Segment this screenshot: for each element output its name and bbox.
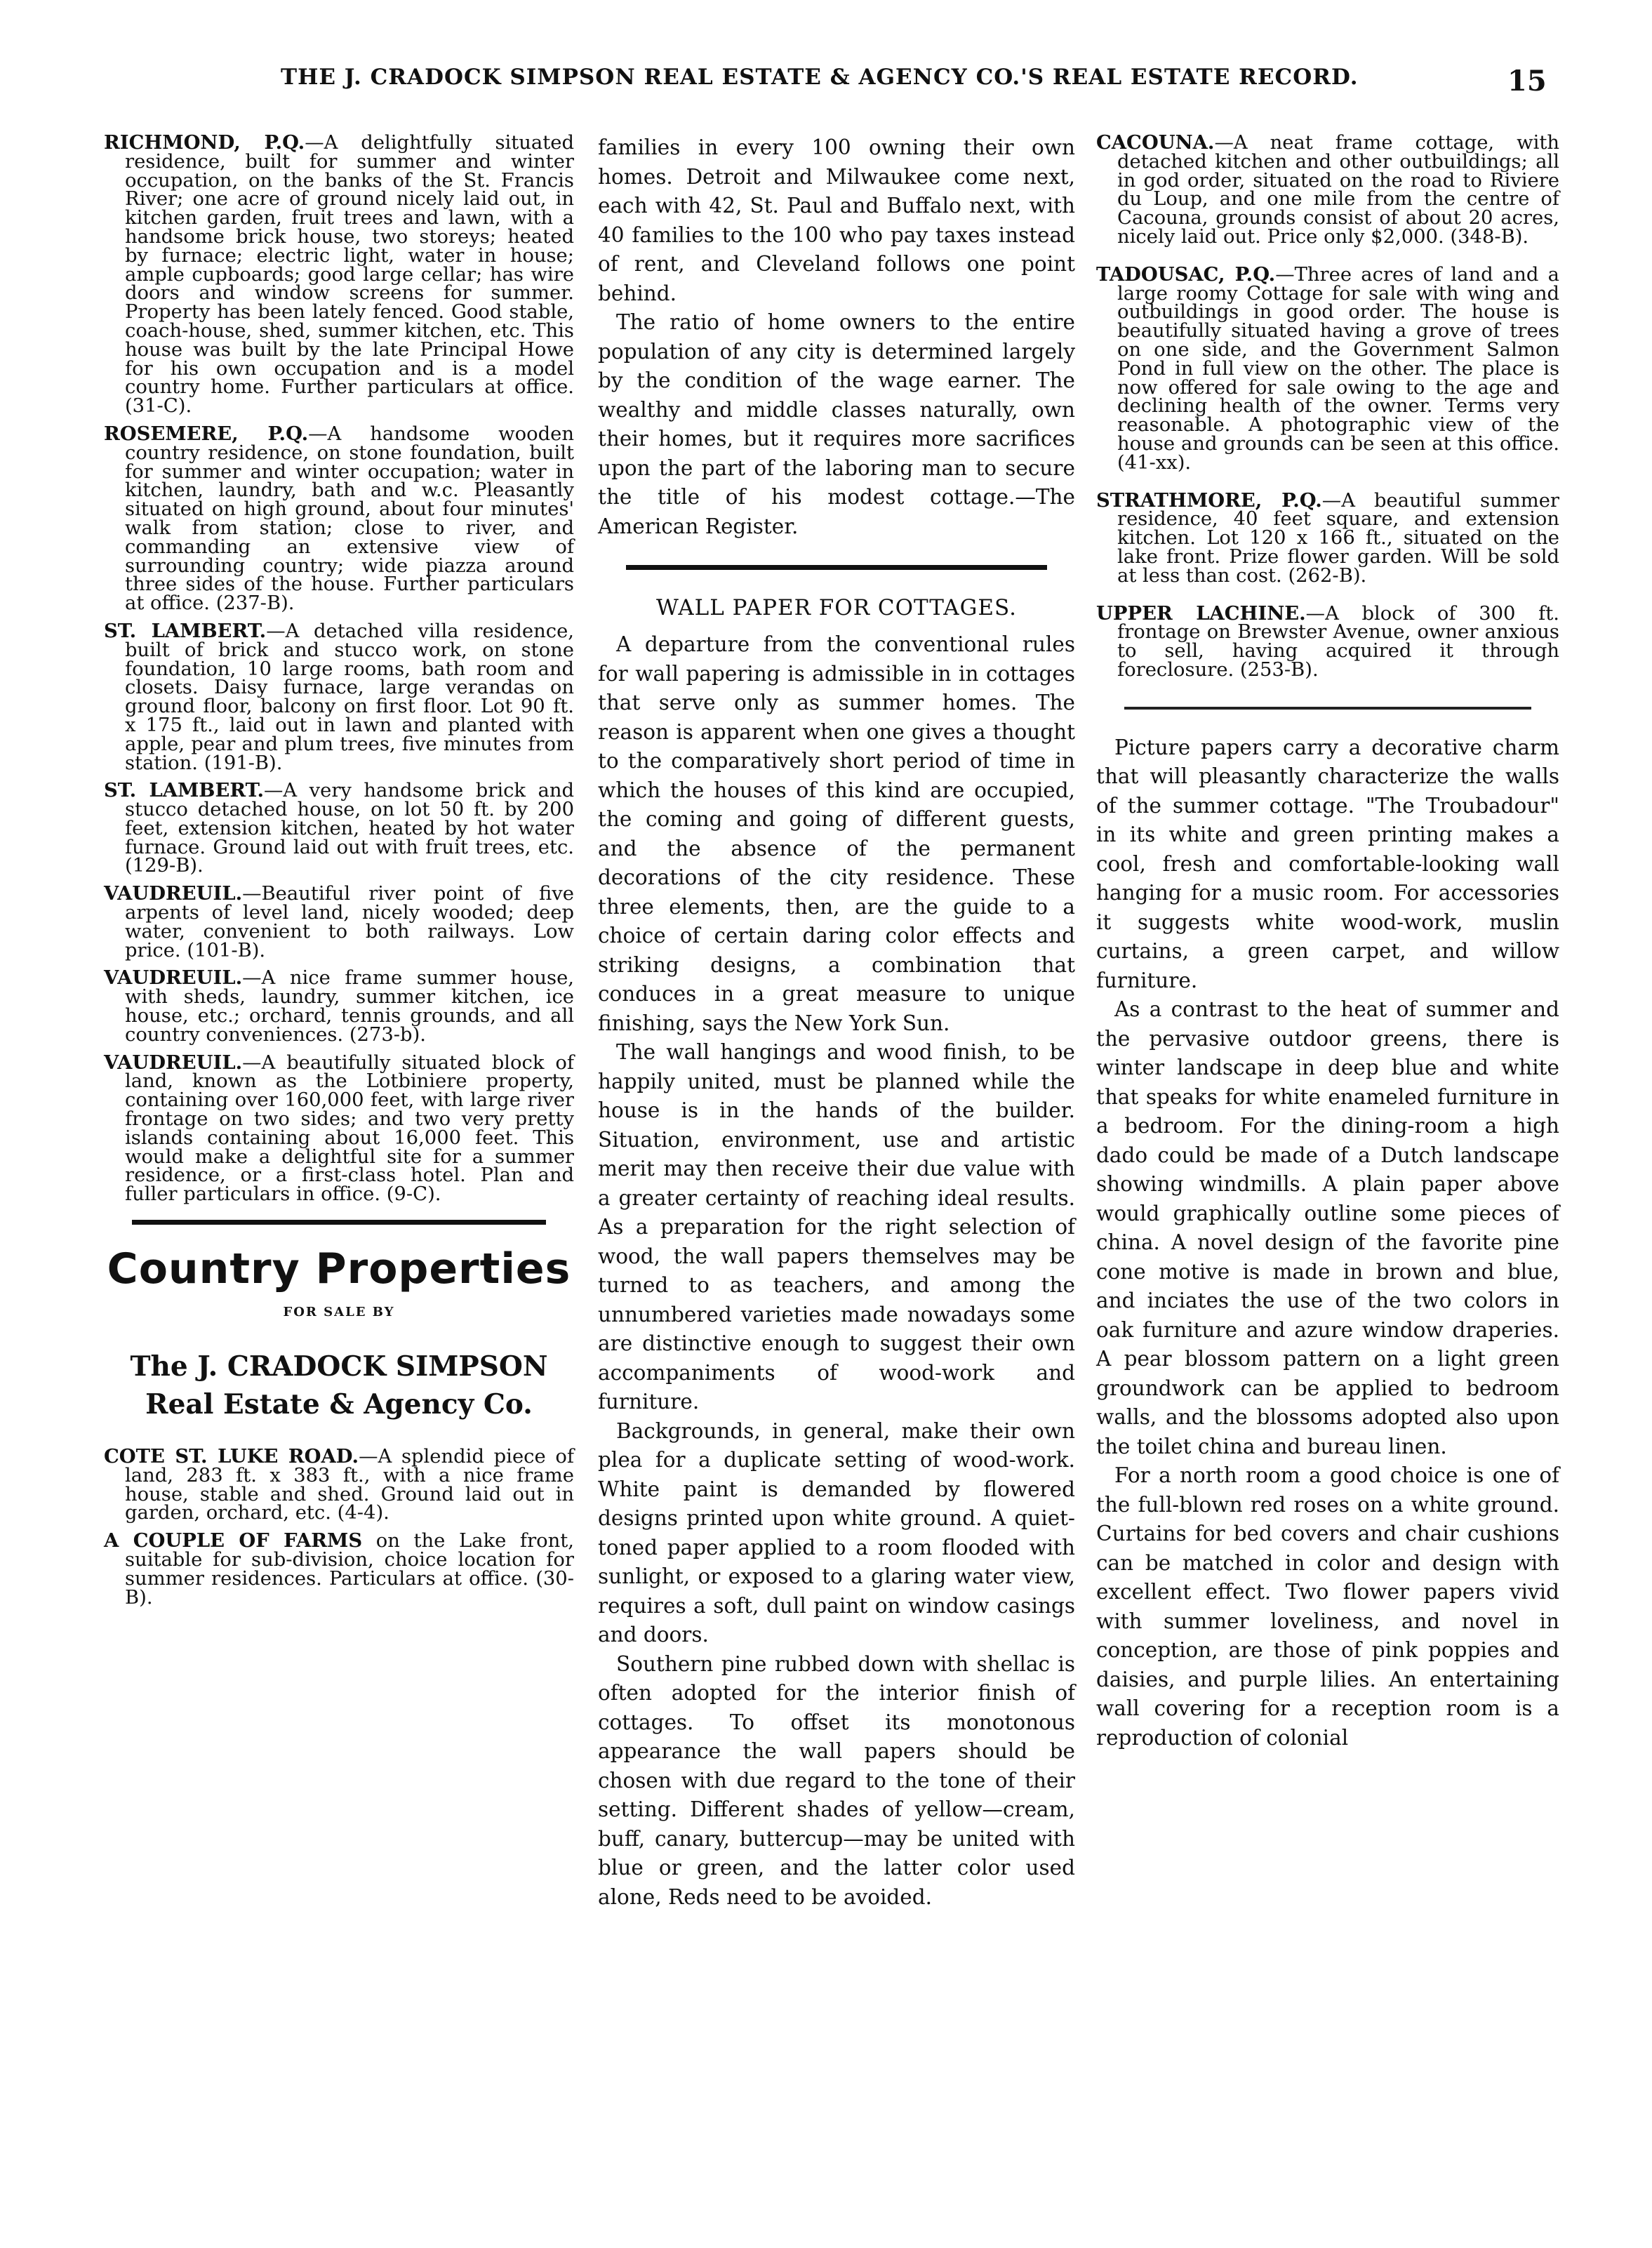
listing-place: ST. LAMBERT. [104,779,264,802]
listing-text: —A handsome wooden country residence, on stone foundation, built for summer and winter occupation; water in kitchen, laundry, bath and w.c. Pleasantly situated on high ground, about four minutes' walk from station; close to river, and commanding an extensive view of surrounding country; wide piazza around three sides of the house. Further particulars at office. (237-B). [125,423,574,615]
listing-place: VAUDREUIL. [104,1051,243,1074]
listing-place: STRATHMORE, P.Q. [1096,488,1322,512]
article-paragraph: For a north room a good choice is one of the full-blown red roses on a white ground. Curtains for bed covers and chair cushions can be matched in color and design with excellent effect. Two flower papers vivid with summer loveliness, and novel in conception, are those of pink poppies and daisies, and purple lilies. An entertaining wall covering for a reception room is a reproduction of colonial [1096,1463,1559,1750]
listing-text: —A splendid piece of land, 283 ft. x 383 ft., with a nice frame house, stable and shed. Ground laid out in garden, orchard, etc. (4-4). [125,1446,574,1524]
listing-place: VAUDREUIL. [104,966,243,990]
listing-cote-st-luke [104,1447,574,1523]
listing-cacouna [1096,133,1559,247]
listing-place: ROSEMERE, P.Q. [104,422,309,445]
article-paragraph: families in every 100 owning their own homes. Detroit and Milwaukee come next, each with 42, St. Paul and Buffalo next, with 40 families to the 100 who pay taxes instead of rent, and Cleveland follows one point behind. [598,135,1075,305]
column-right [1096,133,1559,1752]
ad-company-line-1: The J. CRADOCK SIMPSON [130,1350,548,1383]
listing-place: UPPER LACHINE. [1096,601,1306,625]
listing-place: RICHMOND, P.Q. [104,131,305,154]
column-middle [598,133,1075,1912]
page-number: 15 [1507,65,1547,98]
section-divider [626,565,1047,570]
article-paragraph: As a contrast to the heat of summer and the pervasive outdoor greens, there is winter landscape in deep blue and white that speaks for white enameled furniture in a bedroom. For the dining-room a high dado could be made of a Dutch landscape showing windmills. A plain paper above would graphically outline some pieces of china. A novel design of the favorite pine cone motive is made in brown and blue, and inciates the use of the two colors in oak furniture and azure window draperies. A pear blossom pattern on a light green groundwork can be applied to bedroom walls, and the blossoms adopted also upon the toilet china and bureau linen. [1096,997,1559,1458]
ad-for-sale-by: FOR SALE BY [283,1305,395,1320]
listing-upper-lachine [1096,601,1559,681]
article-paragraph: Picture papers carry a decorative charm that will pleasantly characterize the walls of the summer cottage. "The Troubadour" in its white and green printing makes a cool, fresh and comfortable-looking wall hanging for a music room. For accessories it suggests white wood-work, muslin curtains, a green carpet, and willow furniture. [1096,735,1559,992]
listing-text: —A beautiful summer residence, 40 feet square, and extension kitchen. Lot 120 x 166 ft., situated on the lake front. Prize flower garden. Will be sold at less than cost. (262-B). [1117,489,1559,587]
listing-text: on the Lake front, suitable for sub-division, choice location for summer residences. Particulars at office. (30-B). [125,1530,575,1609]
listing-text: —Three acres of land and a large roomy Cottage for sale with wing and outbuildings in good order. The house is beautifully situated having a grove of trees on one side, and the Government Salmon Pond in full view on the other. The place is now offered for sale owing to the age and declining health of the owner. Terms very reasonable. A photographic view of the house and grounds can be seen at this office. (41-xx). [1117,263,1560,474]
listing-place: ST. LAMBERT. [104,619,267,642]
listing-place: COTE ST. LUKE ROAD. [104,1445,359,1468]
listing-st-lambert-1 [104,619,574,774]
ad-company-line-2: Real Estate & Agency Co. [145,1388,533,1421]
listing-text: —A neat frame cottage, with detached kitchen and other outbuildings; all in god order, situated on the road to Riviere du Loup, and one mile from the centre of Cacouna, grounds consist of about 20 acres, nicely laid out. Price only $2,000. (348-B). [1117,132,1559,248]
article-paragraph: The wall hangings and wood finish, to be happily united, must be planned while the house is in the hands of the builder. Situation, environment, use and artistic merit may then receive their due value with a greater certainty of reaching ideal results. As a preparation for the right selection of wood, the wall papers themselves may be turned to as teachers, and among the unnumbered varieties made nowadays some are distinctive enough to suggest their own accompaniments of wood-work and furniture. [598,1040,1075,1414]
listing-farms [104,1531,574,1607]
listing-richmond [104,133,574,416]
listing-tadousac [1096,262,1560,474]
listing-place: A COUPLE OF FARMS [104,1529,363,1552]
listing-place: TADOUSAC, P.Q. [1096,262,1276,286]
listing-text: —A detached villa residence, built of brick and stucco work, on stone foundation, 10 large rooms, bath room and closets. Daisy furnace, large verandas on ground floor, balcony on first floor. Lot 90 ft. x 175 ft., laid out in lawn and planted with apple, pear and plum trees, five minutes from station. (191-B). [125,620,574,774]
ad-title: Country Properties [107,1244,571,1294]
section-divider [132,1220,546,1225]
article-paragraph: Backgrounds, in general, make their own plea for a duplicate setting of wood-work. White paint is demanded by flowered designs printed upon white ground. A quiet-toned paper applied to a room flooded with sunlight, or exposed to a glaring water view, requires a soft, dull paint on window casings and doors. [598,1418,1075,1647]
ad-company-name [104,1348,574,1423]
listing-text: —A beautifully situated block of land, known as the Lotbiniere property, containing over 160,000 feet, with large river frontage on two sides; and two very pretty islands containing about 16,000 feet. This would make a delightful site for a summer residence, or a first-class hotel. Plan and fuller particulars in office. (9-C). [125,1051,574,1206]
listing-text: —A very handsome brick and stucco detached house, on lot 50 ft. by 200 feet, extension kitchen, heated by hot water furnace. Ground laid out with fruit trees, etc. (129-B). [125,780,574,877]
article-title: WALL PAPER FOR COTTAGES. [655,595,1018,620]
article-paragraph: A departure from the conventional rules for wall papering is admissible in in cottages that serve only as summer homes. The reason is apparent when one gives a thought to the comparatively short period of time in which the houses of this kind are occupied, the coming and going of different guests, and the absence of the permanent decorations of the city residence. These three elements, then, are the guide to a choice of certain daring color effects and striking designs, a combination that conduces in a great measure to unique finishing, says the New York Sun. [598,632,1075,1035]
listing-text: —A block of 300 ft. frontage on Brewster Avenue, owner anxious to sell, having acquired it through foreclosure. (253-B). [1117,602,1559,681]
listing-vaudreuil-2 [104,966,574,1046]
listing-place: VAUDREUIL. [104,882,243,905]
article-paragraph: Southern pine rubbed down with shellac is often adopted for the interior finish of cottages. To offset its monotonous appearance the wall papers should be chosen with due regard to the tone of their setting. Different shades of yellow—cream, buff, canary, buttercup—may be united with blue or green, and the latter color used alone, Reds need to be avoided. [598,1651,1075,1909]
listing-place: CACOUNA. [1096,131,1215,154]
article-paragraph: The ratio of home owners to the entire population of any city is determined largely by the condition of the wage earner. The wealthy and middle classes naturally, own their homes, but it requires more sacrifices upon the part of the laboring man to secure the title of his modest cottage.—The American Register. [598,310,1075,538]
column-left [104,133,574,1616]
listing-rosemere [104,422,574,615]
listing-text: —A nice frame summer house, with sheds, laundry, summer kitchen, ice house, etc.; orchard, tennis grounds, and all country conveniences. (273-b). [125,967,574,1046]
listing-vaudreuil-1 [104,884,574,960]
listing-text: —A delightfully situated residence, built for summer and winter occupation, on the banks of the St. Francis River; one acre of ground nicely laid out, in kitchen garden, fruit trees and lawn, with a handsome brick house, two storeys; heated by furnace; electric light, water in house; ample cupboards; good large cellar; has wire doors and window screens for summer. Property has been lately fenced. Good stable, coach-house, shed, summer kitchen, etc. This house was built by the late Principal Howe for his own occupation and is a model country home. Further particulars at office. (31-C). [125,132,574,418]
listing-st-lambert-2 [104,781,574,876]
listing-text: —Beautiful river point of five arpents of level land, nicely wooded; deep water, convenient to both railways. Low price. (101-B). [125,883,574,962]
listing-strathmore [1096,488,1559,587]
section-divider [1124,707,1531,710]
listing-vaudreuil-3 [104,1053,574,1204]
running-header: THE J. CRADOCK SIMPSON REAL ESTATE & AGENCY CO.'S REAL ESTATE RECORD. [281,65,1359,90]
